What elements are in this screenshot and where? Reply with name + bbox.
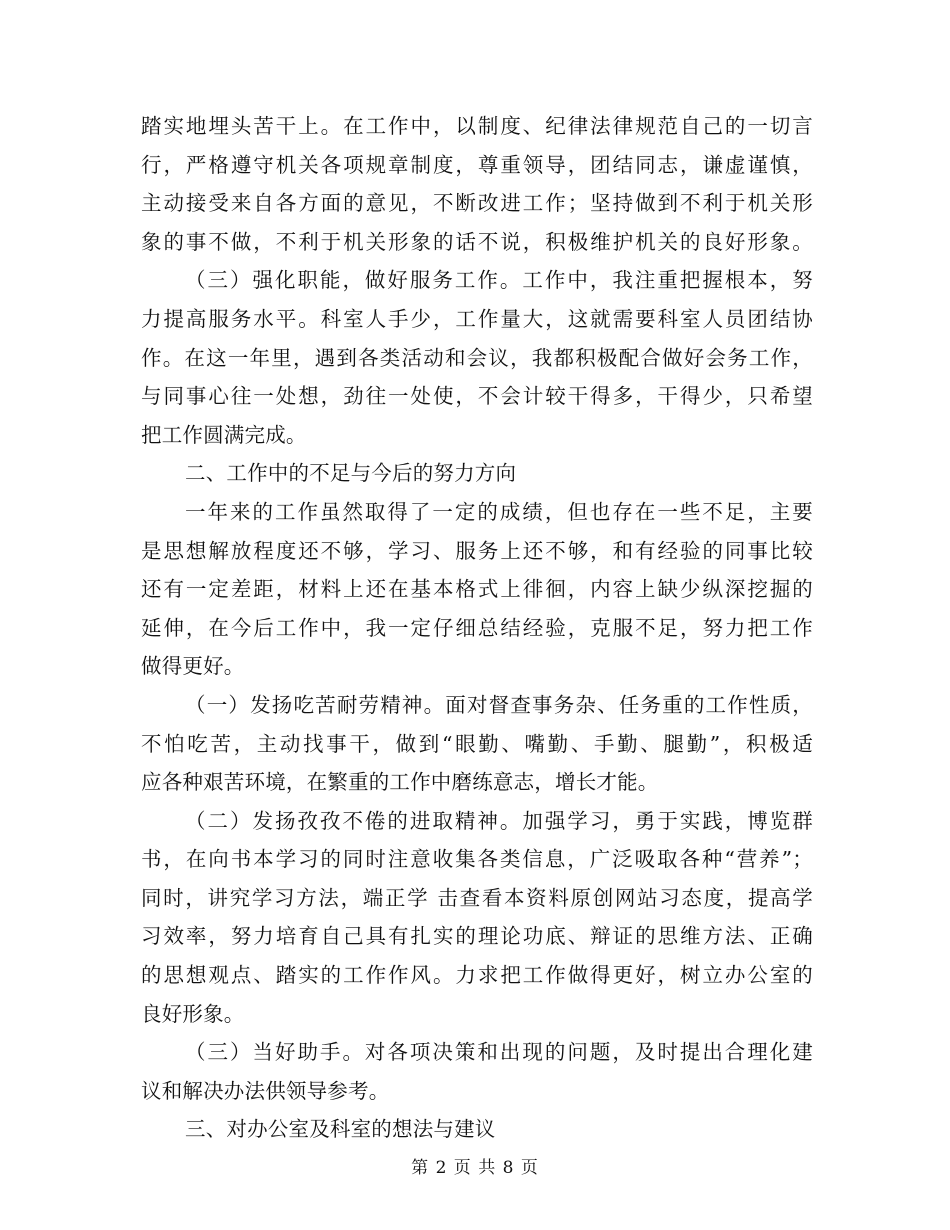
paragraph-line: 一年来的工作虽然取得了一定的成绩，但也存在一些不足，主要	[185, 499, 813, 524]
paragraph-line: 力提高服务水平。科室人手少，工作量大，这就需要科室人员团结协	[141, 306, 813, 331]
paragraph-line: 把工作圆满完成。	[141, 422, 307, 447]
paragraph-line: 主动接受来自各方面的意见，不断改进工作；坚持做到不利于机关形	[141, 191, 813, 216]
paragraph-line: 同时，讲究学习方法，端正学 击查看本资料原创网站习态度，提高学	[141, 885, 813, 910]
paragraph-line: （三）当好助手。对各项决策和出现的问题，及时提出合理化建	[185, 1040, 813, 1065]
section-heading: 二、工作中的不足与今后的努力方向	[185, 461, 517, 486]
section-heading: 三、对办公室及科室的想法与建议	[185, 1117, 496, 1142]
paragraph-line: 作。在这一年里，遇到各类活动和会议，我都积极配合做好会务工作，	[141, 345, 813, 370]
paragraph-line: 延伸，在今后工作中，我一定仔细总结经验，克服不足，努力把工作	[141, 615, 813, 640]
paragraph-line: （二）发扬孜孜不倦的进取精神。加强学习，勇于实践，博览群	[185, 808, 813, 833]
paragraph-line: （三）强化职能，做好服务工作。工作中，我注重把握根本，努	[185, 268, 813, 293]
paragraph-line: 是思想解放程度还不够，学习、服务上还不够，和有经验的同事比较	[141, 538, 813, 563]
paragraph-line: 做得更好。	[141, 654, 245, 679]
paragraph-line: 象的事不做，不利于机关形象的话不说，积极维护机关的良好形象。	[141, 229, 813, 254]
paragraph-line: 与同事心往一处想，劲往一处使，不会计较干得多，干得少，只希望	[141, 384, 813, 409]
paragraph-line: 应各种艰苦环境，在繁重的工作中磨练意志，增长才能。	[141, 770, 659, 795]
page-number-footer: 第 2 页 共 8 页	[411, 1158, 539, 1178]
paragraph-line: 还有一定差距，材料上还在基本格式上徘徊，内容上缺少纵深挖掘的	[141, 577, 813, 602]
paragraph-line: 不怕吃苦，主动找事干，做到“眼勤、嘴勤、手勤、腿勤”，积极适	[141, 731, 813, 756]
paragraph-line: （一）发扬吃苦耐劳精神。面对督查事务杂、任务重的工作性质，	[185, 692, 813, 717]
paragraph-line: 书，在向书本学习的同时注意收集各类信息，广泛吸取各种“营养”；	[141, 847, 813, 872]
paragraph-line: 的思想观点、踏实的工作作风。力求把工作做得更好，树立办公室的	[141, 963, 813, 988]
paragraph-line: 议和解决办法供领导参考。	[141, 1078, 390, 1103]
document-body	[141, 107, 813, 1149]
paragraph-line: 行，严格遵守机关各项规章制度，尊重领导，团结同志，谦虚谨慎，	[141, 152, 813, 177]
paragraph-line: 习效率，努力培育自己具有扎实的理论功底、辩证的思维方法、正确	[141, 924, 813, 949]
paragraph-line: 踏实地埋头苦干上。在工作中，以制度、纪律法律规范自己的一切言	[141, 114, 813, 138]
paragraph-line: 良好形象。	[141, 1001, 245, 1026]
